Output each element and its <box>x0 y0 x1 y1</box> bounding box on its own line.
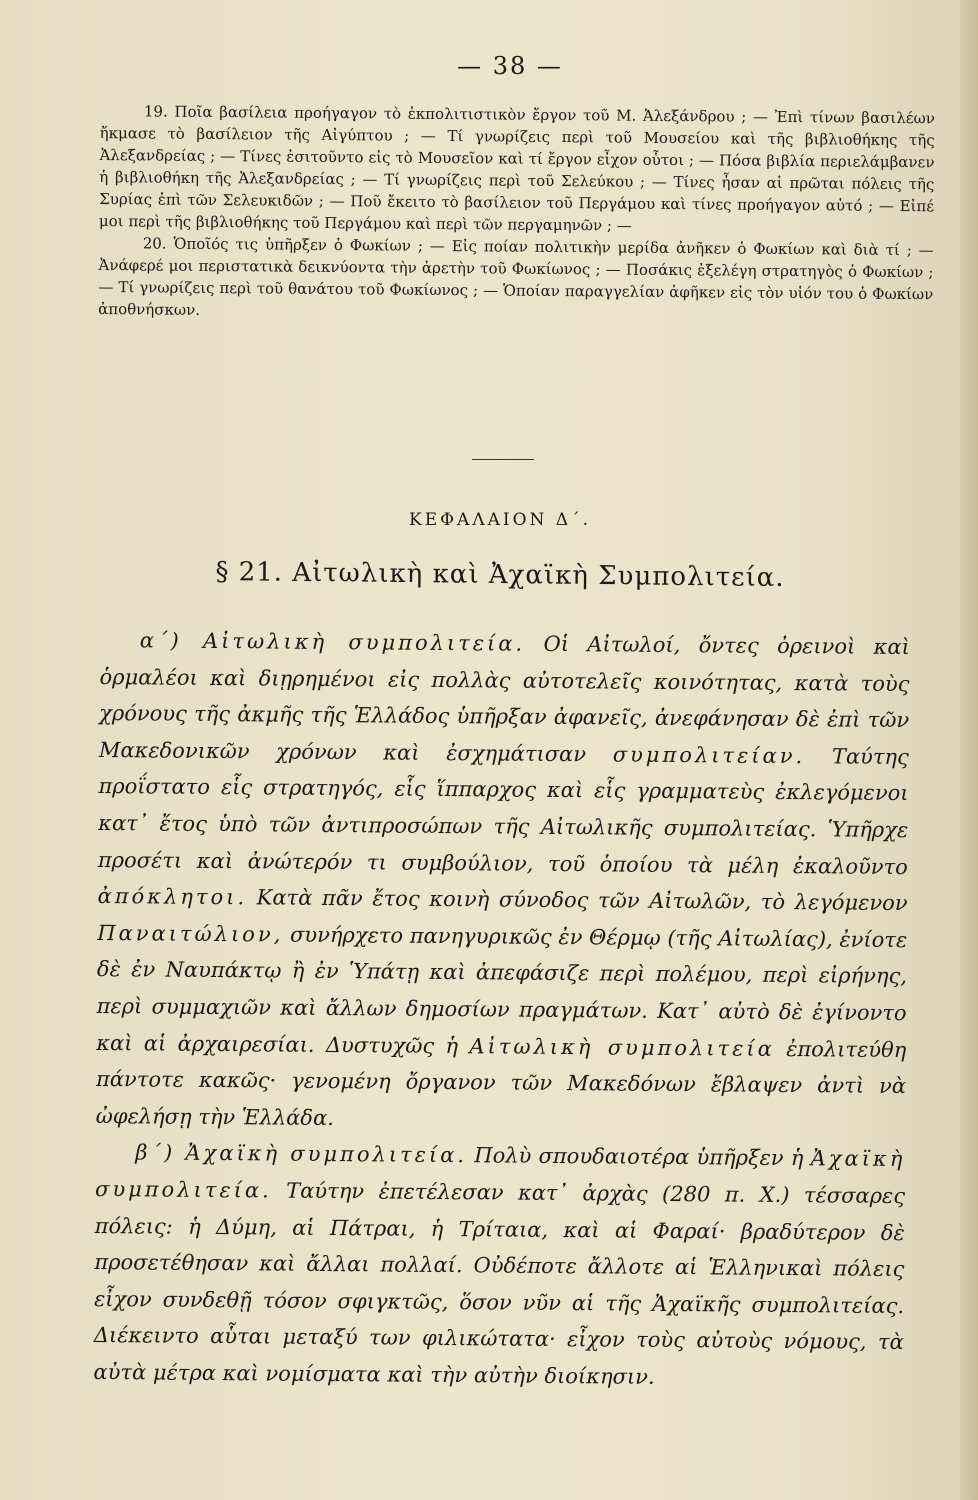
page-edge <box>960 0 978 1500</box>
paragraph-achaean <box>93 1134 905 1397</box>
paragraph-aetolian <box>96 622 910 1141</box>
review-questions <box>98 100 935 327</box>
separator-rule <box>472 459 534 460</box>
emphasized-term: Παναιτώλιον, <box>97 920 284 947</box>
paragraph-label: α΄) Αἰτωλικὴ συμπολιτεία. <box>139 628 526 656</box>
section-heading: § 21. Αἰτωλικὴ καὶ Ἀχαϊκὴ Συμπολιτεία. <box>215 557 785 593</box>
paragraph-text: Κατὰ πᾶν ἔτος κοινὴ σύνοδος τῶν Αἰτωλῶν, τὸ λεγόμενον <box>246 885 908 916</box>
paragraph-text: Πολὺ σπουδαιοτέρα ὑπῆρξεν ἡ <box>466 1143 811 1171</box>
paragraph-text: ἐπολιτεύθη πάντοτε κακῶς· γενομένη ὄργανον τῶν Μακεδόνων ἔβλαψεν ἀντὶ νὰ ὠφελήσῃ τὴν Ἑλλάδα. <box>95 1036 907 1130</box>
question-block-19: 19. Ποῖα βασίλεια προήγαγον τὸ ἐκπολιτιστικὸν ἔργον τοῦ Μ. Ἀλεξάνδρου ; — Ἐπὶ τίνων βασιλέων ἤκμασε τὸ βασίλειον τῆς Αἰγύπτου ; — Τί γνωρίζεις περὶ τοῦ Μουσείου καὶ τῆς βιβλιοθήκης τῆς Ἀλεξανδρείας ; — Τίνες ἐσιτοῦντο εἰς τὸ Μουσεῖον καὶ τί ἔργον εἶχον οὗτοι ; — Πόσα βιβλία περιελάμβανεν ἡ βιβλιοθήκη τῆς Ἀλεξανδρείας ; — Τί γνωρίζεις περὶ τοῦ Σελεύκου ; — Τίνες ἦσαν αἱ πρῶται πόλεις τῆς Συρίας ἐπὶ τῶν Σελευκιδῶν ; — Ποῦ ἔκειτο τὸ βασίλειον τοῦ Περγάμου καὶ τίνες προήγαγον αὐτό ; — Εἰπέ μοι περὶ τῆς βιβλιοθήκης τοῦ Περγάμου καὶ περὶ τῶν περγαμηνῶν ; — <box>98 102 935 235</box>
paragraph-text: Οἱ Αἰτωλοί, ὄντες ὀρεινοὶ καὶ ὁρμαλέοι καὶ διῃρημένοι εἰς πολλὰς αὐτοτελεῖς κοινότητας, κατὰ τοὺς χρόνους τῆς ἀκμῆς τῆς Ἑλλάδος ὑπῆρξαν ἀφανεῖς, ἀνεφάνησαν δὲ ἐπὶ τῶν Μακεδονικῶν χρόνων καὶ ἐσχημάτισαν <box>98 631 910 767</box>
paragraph-label: β΄) Ἀχαϊκὴ συμπολιτεία. <box>135 1140 468 1168</box>
question-block-20: 20. Ὁποῖός τις ὑπῆρξεν ὁ Φωκίων ; — Εἰς ποίαν πολιτικὴν μερίδα ἀνῆκεν ὁ Φωκίων καὶ διὰ τί ; — Ἀνάφερέ μοι περιστατικὰ δεικνύοντα τὴν ἀρετὴν τοῦ Φωκίωνος ; — Ποσάκις ἐξελέγη στρατηγὸς ὁ Φωκίων ; — Τί γνωρίζεις περὶ τοῦ θανάτου τοῦ Φωκίωνος ; — Ὁποίαν παραγγελίαν ἀφῆκεν εἰς τὸν υἱόν του ὁ Φωκίων ἀποθνήσκων. <box>98 234 934 319</box>
emphasized-term: Ἀχαϊκὴ συμπολιτεία. <box>94 1146 906 1203</box>
chapter-heading: ΚΕΦΑΛΑΙΟΝ Δ΄. <box>409 510 591 530</box>
paragraph-text: Ταύτην ἐπετέλεσαν κατ᾽ ἀρχὰς (280 π. Χ.) τέσσαρες πόλεις: ἡ Δύμη, αἱ Πάτραι, ἡ Τρίταια, καὶ αἱ Φαραί· βραδύτερον δὲ προσετέθησαν καὶ ἄλλαι πολλαί. Οὐδέποτε ἄλλοτε αἱ Ἑλληνικαὶ πόλεις εἶχον συνδεθῇ τόσον σφιγκτῶς, ὅσον νῦν αἱ τῆς Ἀχαϊκῆς συμπολιτείας. Διέκειντο αὗται μεταξύ των φιλικώτατα· εἶχον τοὺς αὐτοὺς νόμους, τὰ αὐτὰ μέτρα καὶ νομίσματα καὶ τὴν αὐτὴν διοίκησιν. <box>93 1178 906 1389</box>
emphasized-term: Αἰτωλικὴ συμπολιτεία <box>469 1033 775 1061</box>
emphasized-term: συμπολιτείαν. <box>612 742 806 768</box>
page-number: — 38 — <box>457 52 563 80</box>
main-text <box>93 622 910 1398</box>
paragraph-text: Ταύτης προΐστατο εἷς στρατηγός, εἷς ἵππαρχος καὶ εἷς γραμματεὺς ἐκλεγόμενοι κατ᾽ ἔτος ὑπὸ τῶν ἀντιπροσώπων τῆς Αἰτωλικῆς συμπολιτείας. Ὑπῆρχε προσέτι καὶ ἀνώτερόν τι συμβούλιον, τοῦ ὁποίου τὰ μέλη ἐκαλοῦντο <box>97 743 909 879</box>
emphasized-term: ἀπόκλητοι. <box>97 884 248 910</box>
paragraph-text: συνήρχετο πανηγυρικῶς ἐν Θέρμῳ (τῆς Αἰτωλίας), ἐνίοτε δὲ ἐν Ναυπάκτῳ ἢ ἐν Ὑπάτῃ καὶ ἀπεφάσιζε περὶ πολέμου, περὶ εἰρήνης, περὶ συμμαχιῶν καὶ ἄλλων δημοσίων πραγμάτων. Κατ᾽ αὐτὸ δὲ ἐγίνοντο καὶ αἱ ἀρχαιρεσίαι. Δυστυχῶς ἡ <box>96 922 908 1058</box>
